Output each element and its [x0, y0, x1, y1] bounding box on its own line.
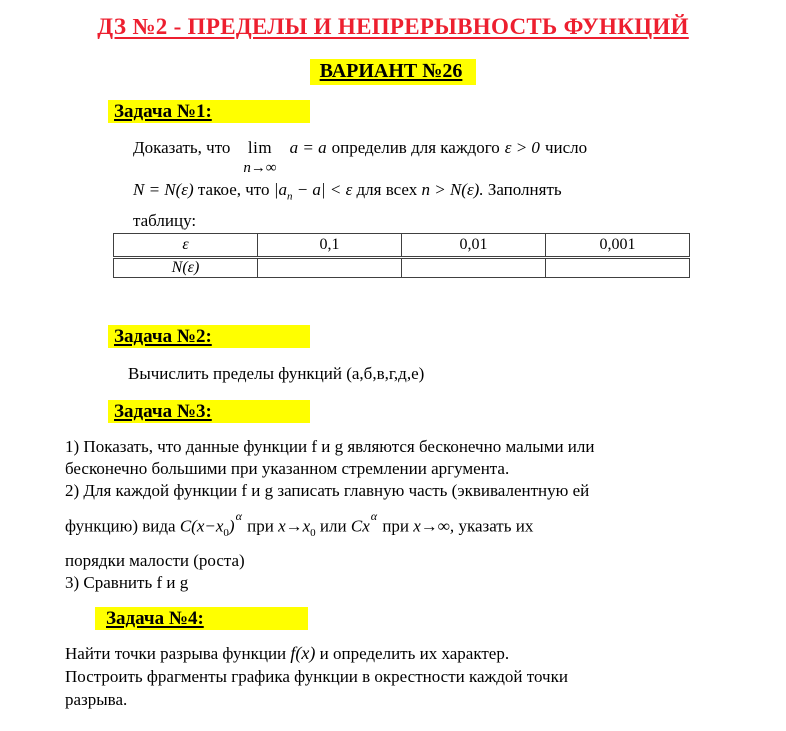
task4-text-find: Найти точки разрыва функции — [65, 644, 287, 663]
formula-x-to-x0: x→x — [278, 516, 311, 536]
formula-n-greater-N: n > N(ε). — [421, 180, 484, 199]
formula-C-x-alpha: Cx — [350, 516, 370, 536]
formula-epsilon-positive: ε > 0 — [504, 138, 540, 157]
task1-heading-label: Задача №1: — [114, 101, 212, 122]
task1-text-pre: Доказать, что — [133, 138, 231, 157]
formula-x-to-infinity: x→∞, — [413, 516, 455, 536]
task3-text-pri2: при — [382, 516, 410, 536]
formula-main-part-open: C(x−x — [179, 516, 224, 536]
limit-subscript: n→∞ — [243, 160, 277, 176]
task1-statement — [133, 137, 763, 232]
task3-item3: 3) Сравнить f и g — [65, 573, 189, 593]
formula-a-equals-a: a = a — [289, 138, 327, 157]
task3-item2-line3: порядки малости (роста) — [65, 551, 245, 571]
task4-heading — [95, 607, 308, 630]
task3-text-ukazat: указать их — [458, 516, 534, 536]
task1-statement-line2 — [133, 179, 763, 207]
formula-N-of-eps: N = N(ε) — [133, 180, 194, 199]
formula-sub-n: n — [286, 190, 293, 203]
answer-cell-empty — [258, 258, 402, 278]
answer-cell-empty — [546, 258, 690, 278]
formula-abs-diff-close: − a| < ε — [296, 180, 353, 199]
formula-alpha-exponent: α — [235, 509, 242, 523]
task3-statement — [65, 436, 755, 594]
task2-heading — [108, 325, 310, 348]
epsilon-table — [113, 233, 690, 278]
task2-statement: Вычислить пределы функций (а,б,в,г,д,е) — [128, 364, 425, 383]
task2-heading-label: Задача №2: — [114, 326, 212, 347]
task3-text-pri1: при — [247, 516, 274, 536]
formula-f-of-x: f(x) — [290, 643, 316, 663]
task4-line3: разрыва. — [65, 690, 128, 709]
formula-alpha-exponent2: α — [370, 509, 378, 523]
task4-heading-label: Задача №4: — [106, 608, 204, 629]
task3-text-ili: или — [319, 516, 347, 536]
formula-main-part-close: ) — [228, 516, 235, 536]
epsilon-table-header-row — [114, 234, 690, 258]
document-title-row — [0, 14, 786, 40]
epsilon-value-cell: 0,1 — [258, 234, 402, 258]
task4-line2: Построить фрагменты графика функции в окрестности каждой точки — [65, 667, 568, 686]
answer-cell-empty — [402, 258, 546, 278]
task4-statement — [65, 642, 755, 711]
task3-heading — [108, 400, 310, 423]
task1-statement-line3: таблицу: — [133, 211, 197, 231]
formula-sub-zero2: 0 — [310, 527, 316, 540]
formula-sub-zero: 0 — [223, 527, 229, 540]
task4-line1 — [65, 642, 755, 665]
formula-abs-diff-open: |a — [273, 180, 287, 199]
task3-item2-line2 — [65, 509, 755, 545]
task3-heading-label: Задача №3: — [114, 401, 212, 422]
document-title: ДЗ №2 - ПРЕДЕЛЫ И НЕПРЕРЫВНОСТЬ ФУНКЦИЙ — [97, 14, 689, 39]
variant-highlight — [310, 59, 477, 85]
task1-heading — [108, 100, 310, 123]
epsilon-header-cell: ε — [114, 234, 258, 258]
task3-text-vida: функцию) вида — [65, 516, 176, 536]
task1-text-for-all: для всех — [356, 180, 418, 199]
variant-title: ВАРИАНТ №26 — [319, 60, 463, 82]
limit-operator: lim — [247, 138, 273, 157]
task1-text-such-that: такое, что — [197, 180, 270, 199]
task1-text-mid: определив для каждого — [331, 138, 500, 157]
task4-text-character: и определить их характер. — [319, 644, 510, 663]
epsilon-value-cell: 0,01 — [402, 234, 546, 258]
task1-statement-line1 — [133, 137, 763, 177]
limit-notation — [243, 137, 276, 177]
task3-item1-line2: бесконечно большими при указанном стремлении аргумента. — [65, 459, 510, 478]
task3-item2-line1: 2) Для каждой функции f и g записать главную часть (эквивалентную ей — [65, 481, 590, 500]
epsilon-value-cell: 0,001 — [546, 234, 690, 258]
task1-text-post: число — [544, 138, 588, 157]
task3-item1-line1: 1) Показать, что данные функции f и g являются бесконечно малыми или — [65, 437, 595, 456]
epsilon-table-answer-row — [114, 258, 690, 278]
task1-text-fill: Заполнять — [487, 180, 562, 199]
variant-row — [0, 59, 786, 85]
N-of-epsilon-cell: N(ε) — [114, 258, 258, 278]
